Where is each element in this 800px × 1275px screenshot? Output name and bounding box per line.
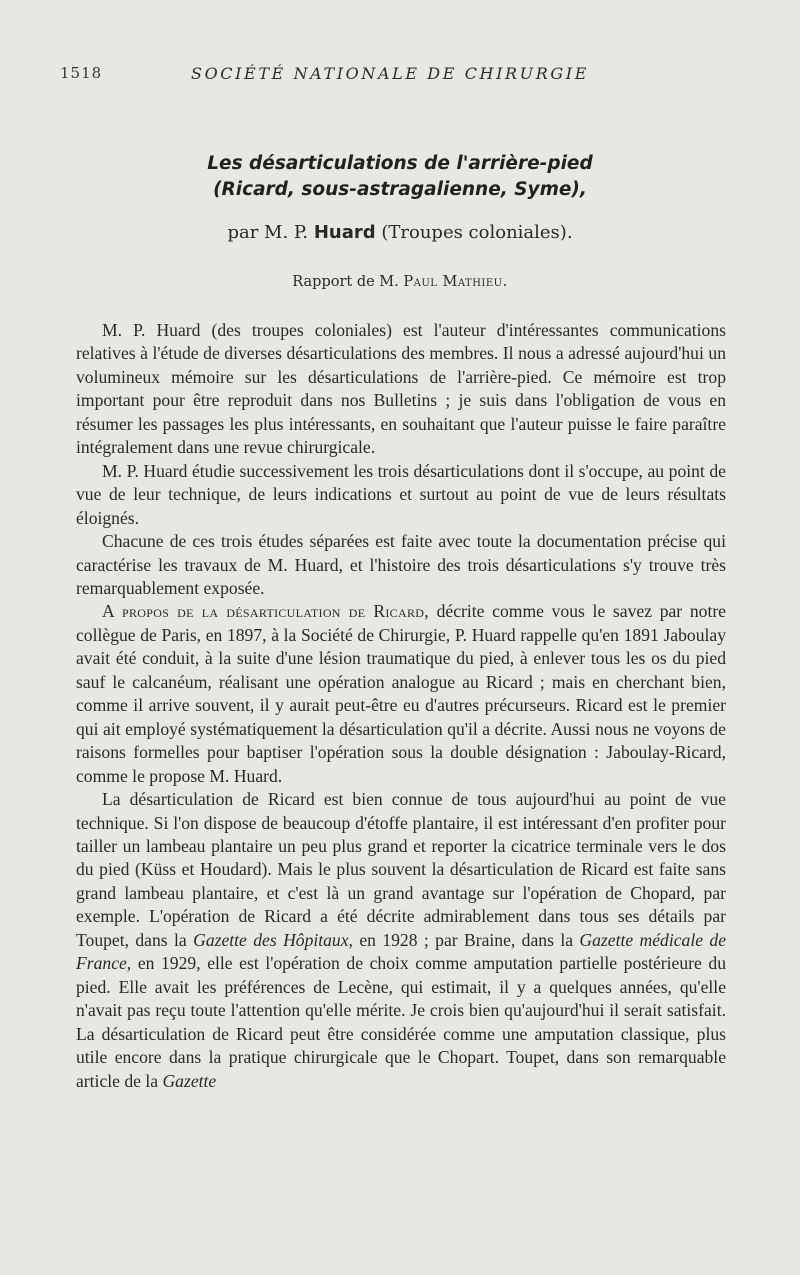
section-lead: A propos de la désarticulation de Ricard, — [102, 601, 429, 622]
byline-prefix: par M. P. — [227, 222, 309, 243]
journal-citation: Gazette des Hôpitaux, — [193, 929, 353, 950]
paragraph: Chacune de ces trois études séparées est faite avec toute la documentation précise qui caractérise les travaux de M. Huard, et l'histoire des trois désarticulations s'y trouve très remarquablement exposée. — [76, 531, 726, 598]
paragraph-text: décrite comme vous le savez par notre collègue de Paris, en 1897, à la Société de Chirurgie, P. Huard rappelle qu'en 1891 Jaboulay avait été conduit, à la suite d'une lésion traumatique du pied, à enlever tous les os du pied sauf le calcanéum, réalisant une opération analogue au Ricard ; mais en cherchant bien, comme il arrive souvent, il y aurait peut-être eu d'autres précurseurs. Ricard est le premier qui ait employé systématiquement la désarticulation qu'il a décrite. Aussi nous ne voyons de raisons formelles pour baptiser l'opération sous la double désignation : Jaboulay-Ricard, comme le propose M. Huard. — [76, 601, 726, 786]
byline — [60, 222, 740, 243]
page-number: 1518 — [60, 64, 103, 82]
journal-title: SOCIÉTÉ NATIONALE DE CHIRURGIE — [191, 64, 589, 83]
paragraph: M. P. Huard (des troupes coloniales) est l'auteur d'intéressantes communications relatives à l'étude de diverses désarticulations des membres. Il nous a adressé aujourd'hui un volumineux mémoire sur les désarticulations de l'arrière-pied. Ce mémoire est trop important pour être reproduit dans nos Bulletins ; je suis dans l'obligation de vous en résumer les passages les plus intéressants, en souhaitant que l'auteur puisse le faire paraître intégralement dans une revue chirurgicale. — [76, 320, 726, 458]
report-prefix: Rapport de M. — [292, 274, 399, 290]
paragraph-text: en 1929, elle est l'opération de choix comme amputation partielle postérieure du pied. Elle avait les préférences de Lecène, qui estimait, il y a quelques années, qu'elle n'avait pas reçu toute l'attention qu'elle mérite. Je crois bien qu'aujourd'hui il serait satisfait. La désarticulation de Ricard peut être considérée comme une amputation classique, plus utile encore dans la pratique chirurgicale que le Chopart. Toupet, dans son remarquable article de la — [76, 953, 726, 1091]
running-head — [60, 64, 720, 86]
article-body — [76, 319, 726, 1093]
article-title — [100, 151, 700, 203]
author-name: Huard — [313, 222, 376, 243]
paragraph-text: en 1928 ; par Braine, dans la — [359, 929, 574, 950]
article-title-line-1: Les désarticulations de l'arrière-pied — [207, 153, 593, 174]
journal-citation: Gazette — [162, 1070, 217, 1091]
paragraph — [76, 788, 726, 1093]
byline-affiliation: (Troupes coloniales). — [381, 222, 573, 243]
article-title-line-2: (Ricard, sous-astragalienne, Syme), — [213, 179, 587, 200]
paragraph-text: La désarticulation de Ricard est bien connue de tous aujourd'hui au point de vue technique. Si l'on dispose de beaucoup d'étoffe plantaire, il est intéressant d'en profiter pour tailler un lambeau plantaire un peu plus grand et reporter la cicatrice terminale vers le dos du pied (Küss et Houdard). Mais le plus souvent la désarticulation de Ricard est faite sans grand lambeau plantaire, et c'est là un grand avantage sur l'opération de Chopard, par exemple. L'opération de Ricard a été décrite admirablement dans tous ses détails par Toupet, dans la — [76, 789, 726, 950]
journal-citation: Gazette médicale de France, — [76, 929, 727, 974]
reporter-name: Paul Mathieu. — [403, 274, 508, 290]
report-line — [60, 274, 740, 290]
paragraph — [76, 600, 726, 788]
paragraph: M. P. Huard étudie successivement les trois désarticulations dont il s'occupe, au point de vue de leur technique, de leurs indications et surtout au point de vue de leurs résultats éloignés. — [76, 460, 726, 528]
